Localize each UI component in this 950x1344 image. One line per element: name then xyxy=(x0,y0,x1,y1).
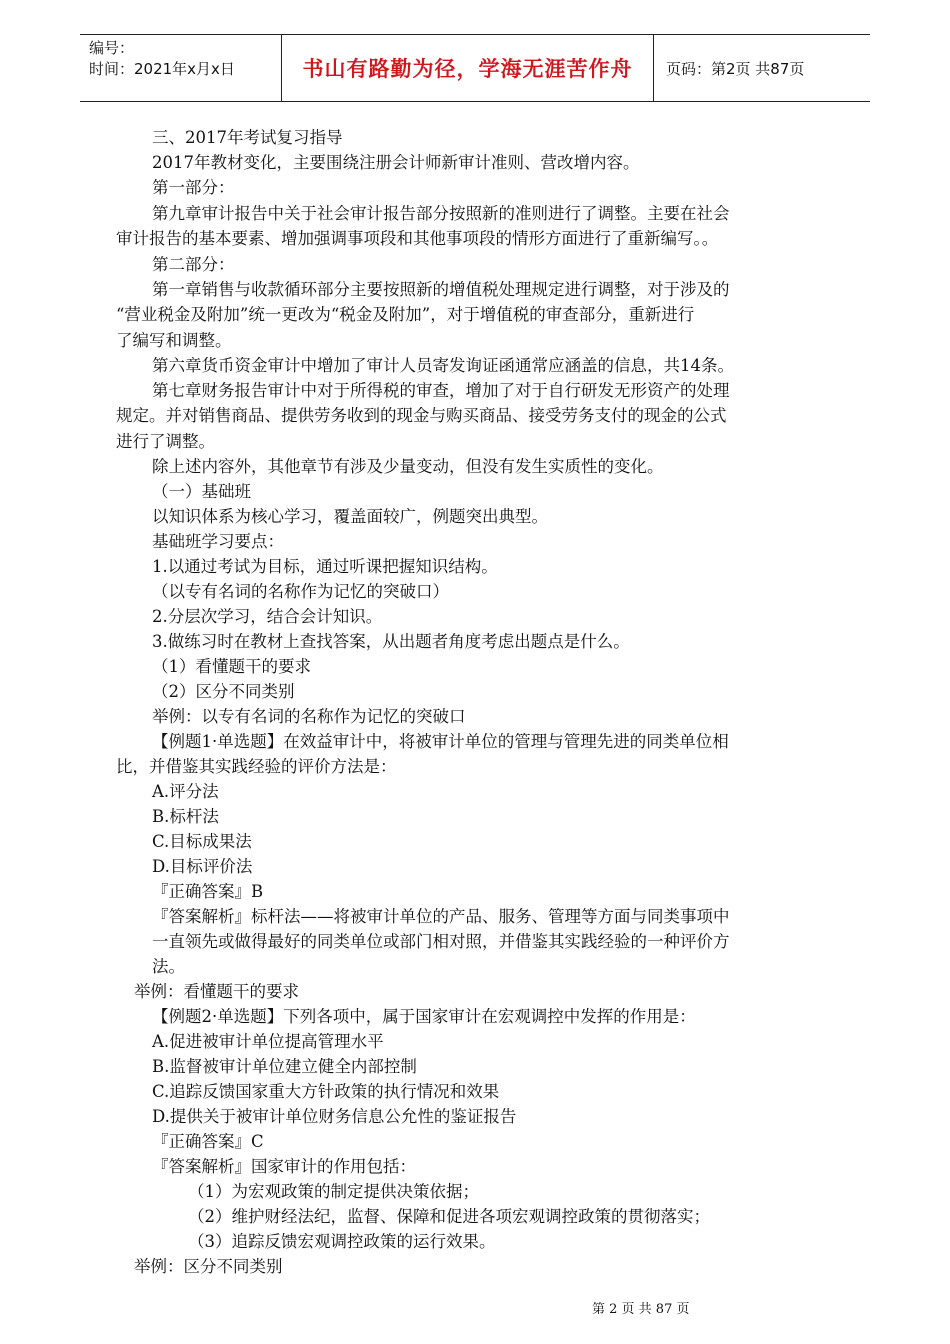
question-stem: 【例题2·单选题】下列各项中，属于国家审计在宏观调控中发挥的作用是： xyxy=(152,1007,696,1026)
list-item: （以专有名词的名称作为记忆的突破口） xyxy=(152,582,449,601)
body-line: 第九章审计报告中关于社会审计报告部分按照新的准则进行了调整。主要在社会 xyxy=(152,204,730,223)
list-item: （2）区分不同类别 xyxy=(152,682,295,701)
list-item: 3.做练习时在教材上查找答案，从出题者角度考虑出题点是什么。 xyxy=(152,632,630,651)
header-page-info: 页码：第2页 共87页 xyxy=(666,59,805,78)
list-item: 2.分层次学习，结合会计知识。 xyxy=(152,607,383,626)
answer-option: B.监督被审计单位建立健全内部控制 xyxy=(152,1057,417,1076)
answer-option: D.提供关于被审计单位财务信息公允性的鉴证报告 xyxy=(152,1107,517,1126)
body-line: 第七章财务报告审计中对于所得税的审查，增加了对于自行研发无形资产的处理 xyxy=(152,381,730,400)
answer-option: D.目标评价法 xyxy=(152,857,253,876)
answer-explanation: 『答案解析』标杆法——将被审计单位的产品、服务、管理等方面与同类事项中 xyxy=(152,907,730,926)
correct-answer: 『正确答案』C xyxy=(152,1132,264,1151)
header-time-label: 时间：2021年x月x日 xyxy=(89,60,235,78)
body-line: 举例：看懂题干的要求 xyxy=(134,982,299,1001)
header-meta xyxy=(80,35,282,101)
body-line: 基础班学习要点： xyxy=(152,532,284,551)
body-line: 第六章货币资金审计中增加了审计人员寄发询证函通常应涵盖的信息，共14条。 xyxy=(152,356,734,375)
list-item: （1）看懂题干的要求 xyxy=(152,657,311,676)
answer-option: A.评分法 xyxy=(152,782,219,801)
body-line: 举例：区分不同类别 xyxy=(134,1257,283,1276)
body-line: 2017年教材变化，主要围绕注册会计师新审计准则、营改增内容。 xyxy=(152,153,640,172)
body-line: 以知识体系为核心学习，覆盖面较广，例题突出典型。 xyxy=(152,507,548,526)
answer-explanation: 『答案解析』国家审计的作用包括： xyxy=(152,1157,416,1176)
body-line: 第二部分： xyxy=(152,255,235,274)
body-line: 举例：以专有名词的名称作为记忆的突破口 xyxy=(152,707,466,726)
body-line: 第一部分： xyxy=(152,178,235,197)
body-line: “营业税金及附加”统一更改为“税金及附加”，对于增值税的审查部分，重新进行 xyxy=(116,305,695,324)
correct-answer: 『正确答案』B xyxy=(152,882,264,901)
body-line: 除上述内容外，其他章节有涉及少量变动，但没有发生实质性的变化。 xyxy=(152,457,664,476)
list-item: （2）维护财经法纪，监督、保障和促进各项宏观调控政策的贯彻落实； xyxy=(188,1207,710,1226)
body-line: 进行了调整。 xyxy=(116,432,215,451)
answer-option: C.追踪反馈国家重大方针政策的执行情况和效果 xyxy=(152,1082,500,1101)
body-line: 了编写和调整。 xyxy=(116,331,232,350)
body-line: 审计报告的基本要素、增加强调事项段和其他事项段的情形方面进行了重新编写。。 xyxy=(116,229,719,248)
header-number-label: 编号： xyxy=(89,39,135,57)
header-motto: 书山有路勤为径，学海无涯苦作舟 xyxy=(282,35,654,101)
section-heading: （一）基础班 xyxy=(152,482,251,501)
page-footer: 第 2 页 共 87 页 xyxy=(592,1302,690,1317)
list-item: （1）为宏观政策的制定提供决策依据； xyxy=(188,1182,479,1201)
list-item: （3）追踪反馈宏观调控政策的运行效果。 xyxy=(188,1232,496,1251)
page-header xyxy=(80,34,870,102)
answer-explanation: 法。 xyxy=(152,957,185,976)
question-stem: 比，并借鉴其实践经验的评价方法是： xyxy=(116,757,397,776)
answer-option: B.标杆法 xyxy=(152,807,219,826)
answer-option: C.目标成果法 xyxy=(152,832,252,851)
answer-explanation: 一直领先或做得最好的同类单位或部门相对照，并借鉴其实践经验的一种评价方 xyxy=(152,932,730,951)
body-line: 三、2017年考试复习指导 xyxy=(152,128,343,147)
answer-option: A.促进被审计单位提高管理水平 xyxy=(152,1032,384,1051)
body-line: 第一章销售与收款循环部分主要按照新的增值税处理规定进行调整，对于涉及的 xyxy=(152,280,730,299)
question-stem: 【例题1·单选题】在效益审计中，将被审计单位的管理与管理先进的同类单位相 xyxy=(152,732,729,751)
list-item: 1.以通过考试为目标，通过听课把握知识结构。 xyxy=(152,557,498,576)
body-line: 规定。并对销售商品、提供劳务收到的现金与购买商品、接受劳务支付的现金的公式 xyxy=(116,406,727,425)
